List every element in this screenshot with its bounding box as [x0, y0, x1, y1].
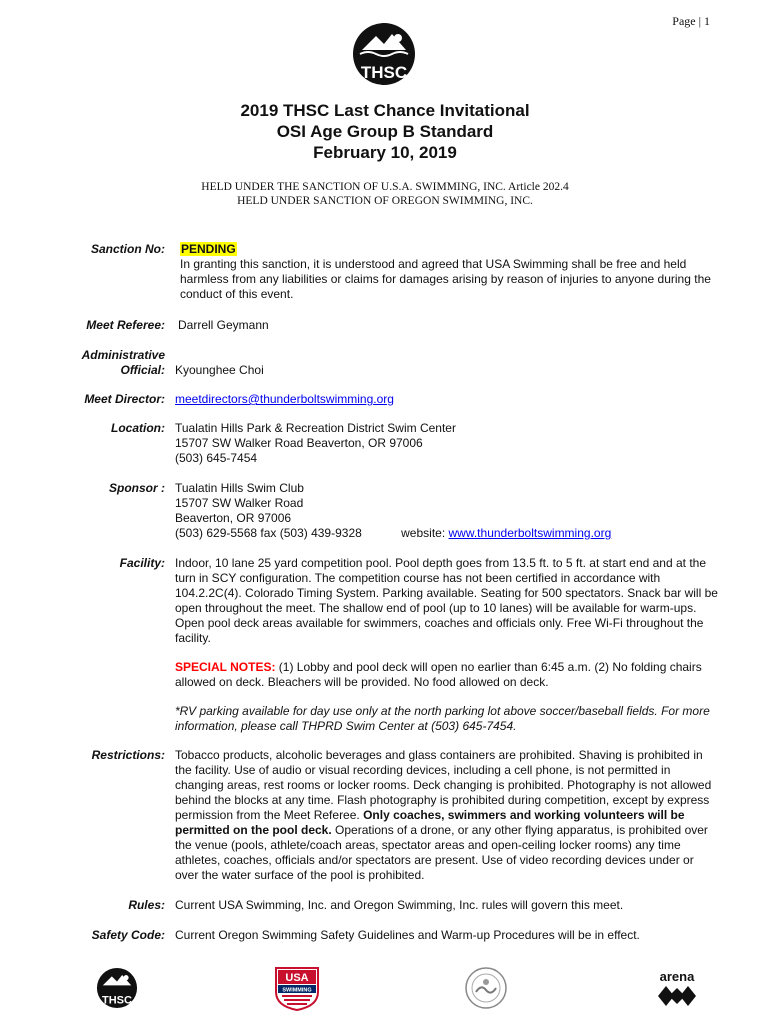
thsc-footer-logo-text: THSC [102, 994, 132, 1007]
usa-logo-text: USA [285, 972, 309, 984]
special-notes-text: (1) Lobby and pool deck will open no earlier than 6:45 a.m. (2) No folding chairs allowed on deck. Bleachers will be provided. No food allowed on deck. [175, 660, 702, 689]
sanction-status-badge: PENDING [181, 242, 236, 256]
rules-value: Current USA Swimming, Inc. and Oregon Swimming, Inc. rules will govern this meet. [175, 898, 624, 912]
admin-official-label-1: Administrative [81, 348, 165, 362]
sponsor-phone: (503) 629-5568 fax (503) 439-9328 [175, 526, 362, 540]
sponsor-website-link[interactable]: www.thunderboltswimming.org [448, 526, 612, 540]
safety-value: Current Oregon Swimming Safety Guidelines and Warm-up Procedures will be in effect. [175, 928, 640, 942]
title-line-3: February 10, 2019 [313, 143, 457, 162]
meet-director-email-link[interactable]: meetdirectors@thunderboltswimming.org [175, 392, 394, 406]
location-label: Location: [111, 421, 165, 435]
sponsor-label: Sponsor : [109, 481, 165, 495]
location-phone: (503) 645-7454 [175, 451, 258, 465]
facility-text: Indoor, 10 lane 25 yard competition pool. Pool depth goes from 13.5 ft. to 5 ft. at start end and at the turn in SCY configuration. The competition course has not been certified in accordance with 104.2.2C(4). Colorado Timing System. Parking available. Seating for 500 spectators. Snack bar will be open throughout the meet. The shallow end of pool (up to 10 lanes) will be available for warm-ups. Open pool deck areas available for swimmers, coaches and officials only. Free Wi-Fi throughout the facility. [175, 556, 718, 645]
restrictions-label: Restrictions: [91, 748, 165, 762]
restrictions-text [175, 748, 720, 883]
sanction-line-2: HELD UNDER SANCTION OF OREGON SWIMMING, INC. [237, 195, 533, 207]
arena-logo-text: arena [659, 969, 695, 984]
sanction-text: In granting this sanction, it is understood and agreed that USA Swimming shall be free and held harmless from any liabilities or claims for damages arising by reason of injuries to anyone during the conduct of this event. [180, 257, 711, 301]
sanction-no-label: Sanction No: [91, 242, 165, 256]
usa-swimming-logo [272, 966, 322, 1012]
meet-referee-value: Darrell Geymann [178, 318, 269, 332]
admin-official-label-2: Official: [120, 363, 165, 377]
thsc-footer-logo [96, 966, 138, 1010]
safety-label: Safety Code: [91, 928, 165, 942]
sanction-statement [0, 180, 770, 208]
sanction-line-1: HELD UNDER THE SANCTION OF U.S.A. SWIMMING, INC. Article 202.4 [201, 181, 569, 193]
special-notes-label: SPECIAL NOTES: [175, 660, 276, 674]
thsc-logo-text: THSC [360, 63, 408, 82]
arena-diamonds-icon [652, 984, 702, 1008]
admin-official-value: Kyounghee Choi [175, 363, 264, 377]
page-number: Page | 1 [672, 14, 710, 28]
rv-parking-note: *RV parking available for day use only at the north parking lot above soccer/baseball fields. For more information, please call THPRD Swim Center at (503) 645-7454. [175, 704, 710, 733]
restrictions-text-b: Operations of a drone, or any other flying apparatus, is prohibited over the venue (pools, athlete/coach areas, spectator areas and open-ceiling locker rooms) any time athletes, coaches, officials and/or spectators are present. Use of video recording devices under or over the water surface of the pool is prohibited. [175, 823, 708, 882]
meet-referee-label: Meet Referee: [86, 318, 165, 332]
arena-logo [652, 970, 702, 1010]
restrictions-text-a: Tobacco products, alcoholic beverages and glass containers are prohibited. Shaving is prohibited in the facility. Use of audio or visual recording devices, including a cell phone, is not permitted in changing areas, rest rooms or locker rooms. Deck changing is prohibited. Photography is not allowed behind the blocks at any time. Flash photography is prohibited during competition, except by express permission from the Meet Referee. [175, 748, 712, 822]
sponsor-line-3: Beaverton, OR 97006 [175, 511, 292, 525]
location-line-2: 15707 SW Walker Road Beaverton, OR 97006 [175, 436, 423, 450]
sponsor-line-2: 15707 SW Walker Road [175, 496, 304, 510]
oregon-swimming-logo [464, 966, 508, 1010]
thsc-logo [352, 20, 416, 88]
special-notes [175, 660, 720, 690]
meet-title [0, 100, 770, 163]
facility-label: Facility: [119, 556, 165, 570]
title-line-2: OSI Age Group B Standard [276, 122, 494, 141]
title-line-1: 2019 THSC Last Chance Invitational [240, 101, 530, 120]
meet-director-label: Meet Director: [84, 392, 165, 406]
location-line-1: Tualatin Hills Park & Recreation District Swim Center [175, 421, 456, 435]
sponsor-line-1: Tualatin Hills Swim Club [175, 481, 304, 495]
usa-logo-sub: SWIMMING [282, 987, 312, 994]
sponsor-website-label: website: [401, 526, 446, 540]
restrictions-text-bold: Only coaches, swimmers and working volunteers will be permitted on the pool deck. [175, 808, 685, 837]
rules-label: Rules: [128, 898, 165, 912]
